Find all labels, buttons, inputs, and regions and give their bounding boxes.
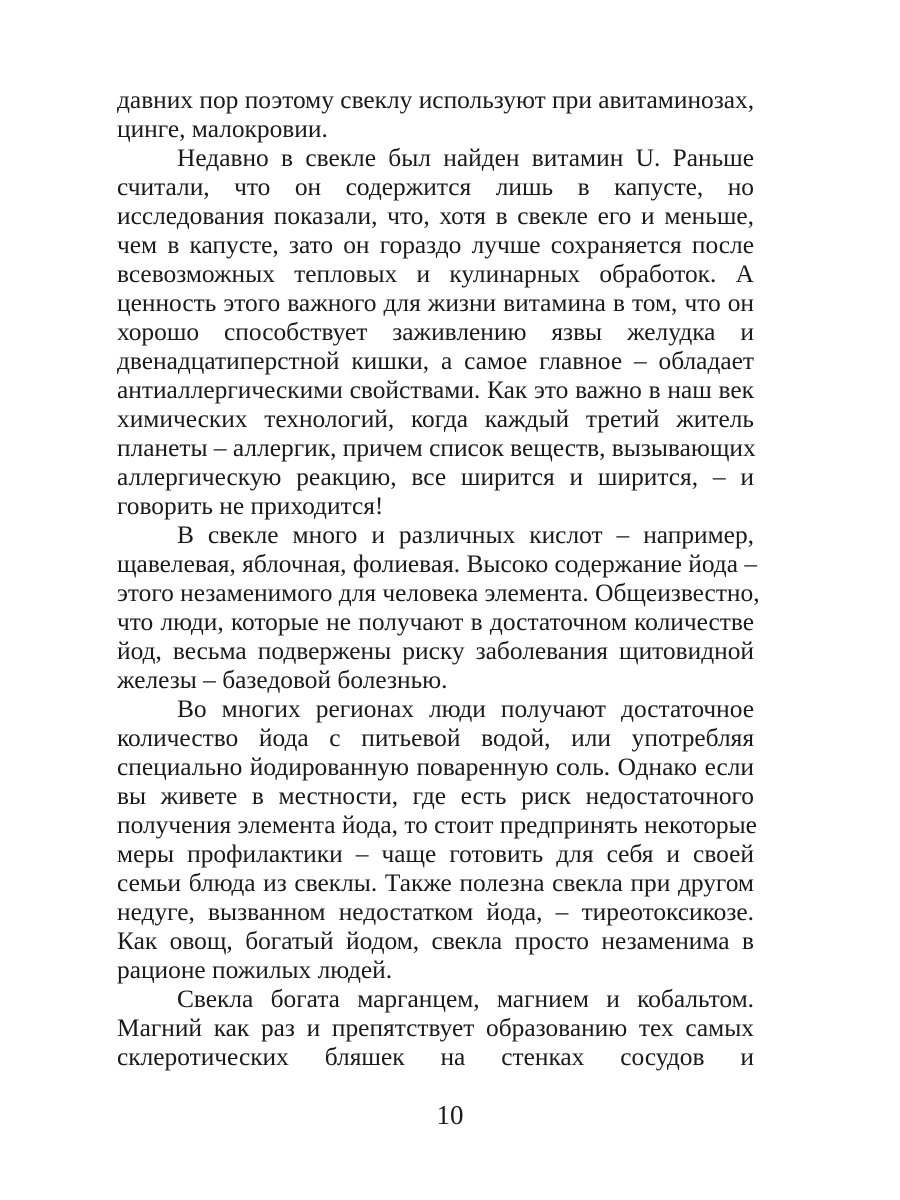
text-line: Во многих регионах люди получают достаточное	[177, 695, 754, 723]
text-line: говорить не приходится!	[117, 492, 384, 520]
text-line: что люди, которые не получают в достаточном количестве	[117, 608, 754, 636]
paragraph	[117, 144, 754, 521]
page-number: 10	[436, 1100, 464, 1130]
text-line: склеротических бляшек на стенках сосудов и	[117, 1043, 754, 1071]
text-line: антиаллергическими свойствами. Как это важно в наш век	[117, 376, 754, 404]
text-line: аллергическую реакцию, все ширится и ширится, – и	[117, 463, 754, 491]
text-line: планеты – аллергик, причем список веществ, вызывающих	[117, 434, 756, 462]
text-line: всевозможных тепловых и кулинарных обработок. А	[117, 260, 754, 288]
text-line: химических технологий, когда каждый третий житель	[117, 405, 754, 433]
text-line: недуге, вызванном недостатком йода, – тиреотоксикозе.	[117, 898, 754, 926]
paragraph	[117, 985, 754, 1072]
text-line: йод, весьма подвержены риску заболевания щитовидной	[117, 637, 754, 665]
text-line: чем в капусте, зато он гораздо лучше сохраняется после	[117, 231, 754, 259]
text-line: двенадцатиперстной кишки, а самое главное – обладает	[117, 347, 754, 375]
text-line: специально йодированную поваренную соль. Однако если	[117, 753, 754, 781]
text-line: вы живете в местности, где есть риск недостаточного	[117, 782, 754, 810]
text-line: семьи блюда из свеклы. Также полезна свекла при другом	[117, 869, 754, 897]
text-line: этого незаменимого для человека элемента. Общеизвестно,	[117, 579, 760, 607]
paragraph	[117, 521, 760, 695]
text-line: хорошо способствует заживлению язвы желудка и	[117, 318, 754, 346]
text-line: получения элемента йода, то стоит предпринять некоторые	[117, 811, 757, 839]
text-line: Недавно в свекле был найден витамин U. Раньше	[177, 144, 754, 172]
text-line: железы – базедовой болезнью.	[117, 666, 448, 694]
text-line: ценность этого важного для жизни витамина в том, что он	[117, 289, 754, 317]
text-line: меры профилактики – чаще готовить для себя и своей	[117, 840, 754, 868]
text-line: считали, что он содержится лишь в капусте, но	[117, 173, 754, 201]
paragraph	[117, 86, 754, 144]
text-line: цинге, малокровии.	[117, 115, 328, 143]
text-line: щавелевая, яблочная, фолиевая. Высоко содержание йода –	[117, 550, 758, 578]
text-line: Как овощ, богатый йодом, свекла просто незаменима в	[117, 927, 754, 955]
text-line: давних пор поэтому свеклу используют при авитаминозах,	[117, 86, 755, 114]
text-line: Магний как раз и препятствует образованию тех самых	[117, 1014, 754, 1042]
text-line: В свекле много и различных кислот – например,	[177, 521, 754, 549]
paragraph	[117, 695, 757, 985]
text-line: исследования показали, что, хотя в свекле его и меньше,	[117, 202, 754, 230]
page-body	[117, 86, 760, 1072]
text-line: количество йода с питьевой водой, или употребляя	[117, 724, 754, 752]
text-line: Свекла богата марганцем, магнием и кобальтом.	[177, 985, 754, 1013]
text-line: рационе пожилых людей.	[117, 956, 393, 984]
